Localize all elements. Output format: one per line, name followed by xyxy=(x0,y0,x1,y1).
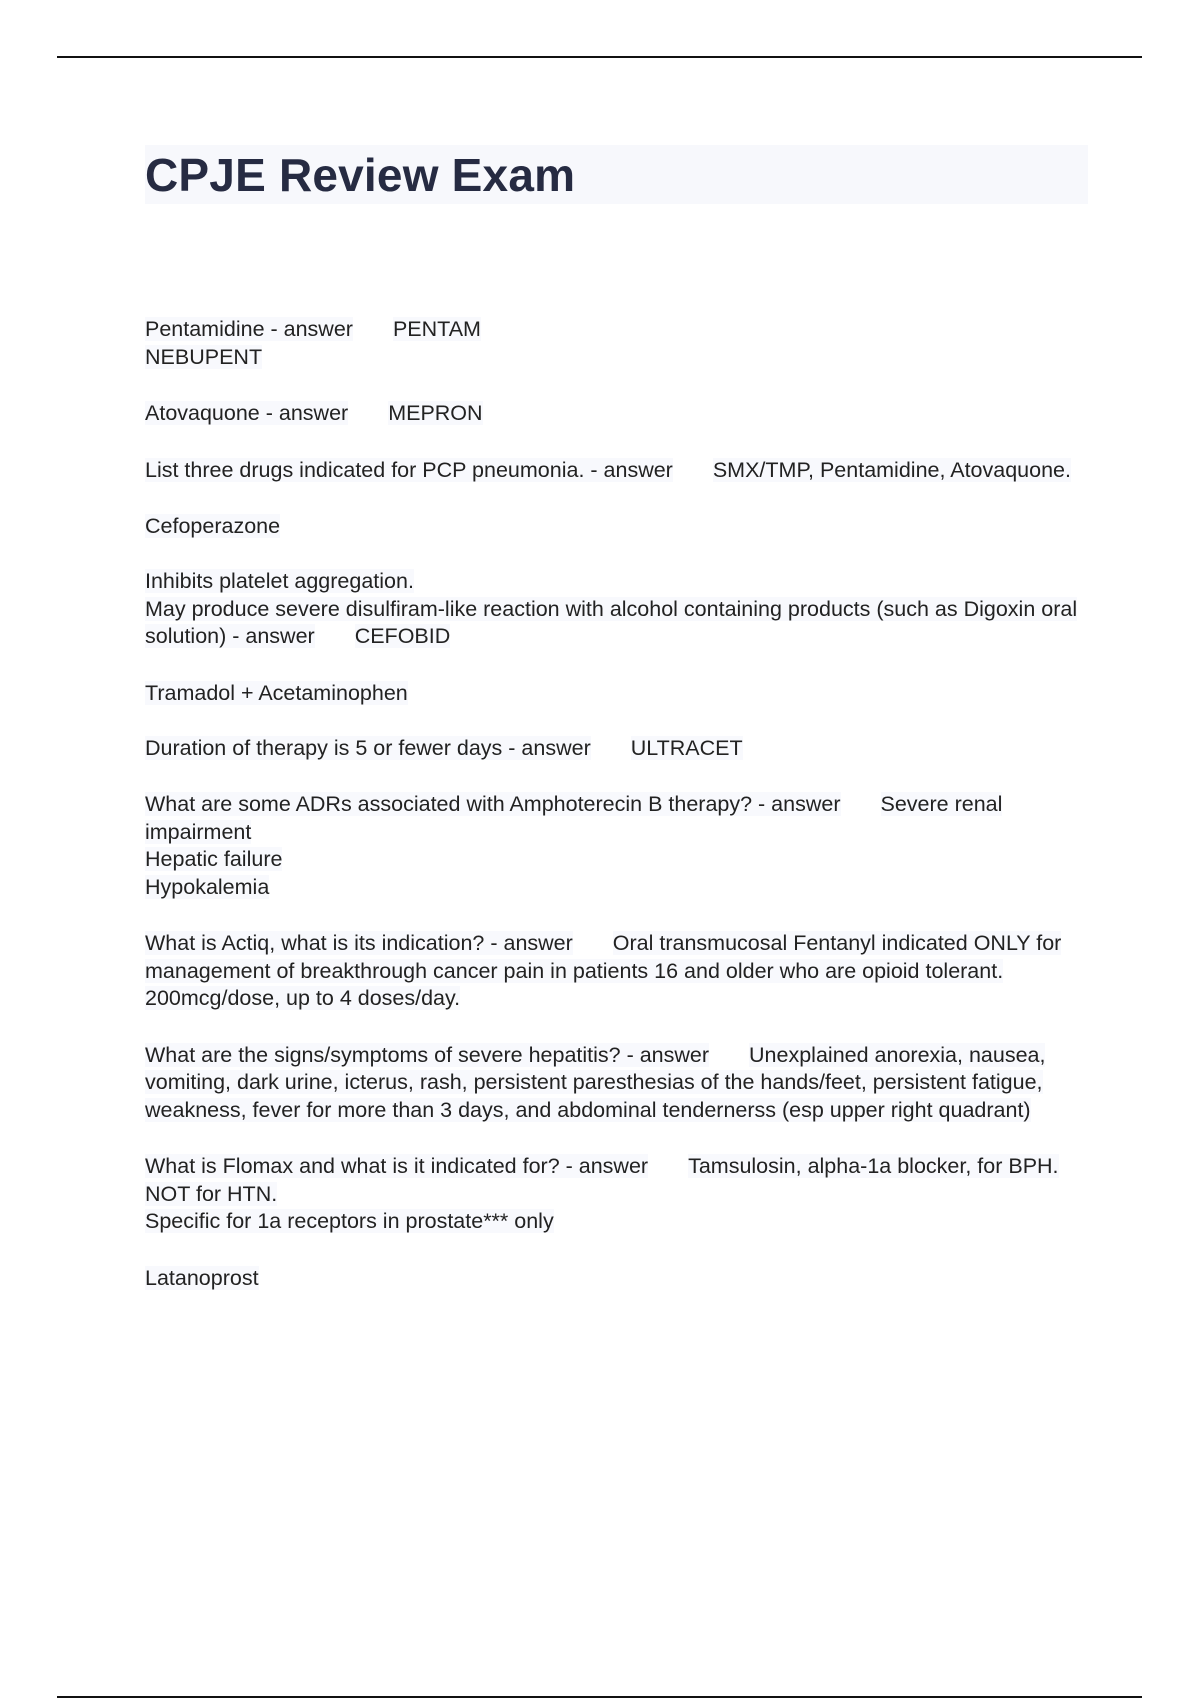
flashcard xyxy=(145,457,1090,485)
card-separator: - answer xyxy=(226,624,315,648)
card-separator: - answer xyxy=(620,1042,710,1067)
card-question: Pentamidine xyxy=(145,317,265,341)
flashcard xyxy=(145,791,1090,901)
card-separator: - answer xyxy=(559,1154,649,1178)
flashcard xyxy=(145,930,1090,1013)
flashcard xyxy=(145,1153,1090,1236)
card-question: Latanoprost xyxy=(145,1265,259,1290)
card-separator: - answer xyxy=(502,735,591,760)
card-question: What is Actiq, what is its indication? xyxy=(145,931,485,955)
card-answer: Unexplained anorexia, nausea, vomiting, dark urine, icterus, rash, persistent paresthesias of the hands/feet, persistent fatigue, weakness, fever for more than 3 days, and abdominal tendernerss (esp upper right quadrant) xyxy=(145,1042,1046,1122)
card-question: Cefoperazone Inhibits platelet aggregation. May produce severe disulfiram-like reaction with alcohol containing products (such as Digoxin oral solution) xyxy=(145,514,1078,648)
card-separator: - answer xyxy=(259,401,349,425)
card-answer: MEPRON xyxy=(388,401,483,425)
card-question: What is Flomax and what is it indicated for? xyxy=(145,1154,560,1178)
card-answer: ULTRACET xyxy=(630,735,743,760)
card-question: What are some ADRs associated with Amphoterecin B therapy? xyxy=(145,792,753,816)
card-answer: SMX/TMP, Pentamidine, Atovaquone. xyxy=(712,457,1071,482)
card-separator: - answer xyxy=(484,931,573,955)
card-question: Tramadol + Acetaminophen Duration of therapy is 5 or fewer days xyxy=(145,680,503,760)
document-body xyxy=(145,145,1090,1321)
card-answer: CEFOBID xyxy=(354,624,451,648)
card-separator: - answer xyxy=(752,792,841,816)
page-title: CPJE Review Exam xyxy=(145,145,1088,204)
flashcard xyxy=(145,1042,1090,1125)
card-question: What are the signs/symptoms of severe hepatitis? xyxy=(145,1042,621,1067)
card-answer: PENTAM NEBUPENT xyxy=(145,317,481,369)
flashcard-list xyxy=(145,316,1090,1292)
flashcard xyxy=(145,1265,1090,1293)
card-separator: - answer xyxy=(264,317,353,341)
card-answer: Severe renal impairment Hepatic failure Hypokalemia xyxy=(145,792,1003,899)
flashcard xyxy=(145,316,1090,371)
card-question: List three drugs indicated for PCP pneumonia. xyxy=(145,457,585,482)
card-separator: - answer xyxy=(584,457,673,482)
flashcard xyxy=(145,400,1090,428)
top-rule xyxy=(57,56,1142,58)
bottom-rule xyxy=(57,1696,1142,1698)
flashcard xyxy=(145,680,1090,763)
flashcard xyxy=(145,513,1090,651)
card-answer: Tamsulosin, alpha-1a blocker, for BPH. NOT for HTN. Specific for 1a receptors in prostate*** only xyxy=(145,1154,1059,1233)
card-question: Atovaquone xyxy=(145,401,260,425)
card-answer: Oral transmucosal Fentanyl indicated ONLY for management of breakthrough cancer pain in patients 16 and older who are opioid tolerant. 200mcg/dose, up to 4 doses/day. xyxy=(145,931,1062,1010)
